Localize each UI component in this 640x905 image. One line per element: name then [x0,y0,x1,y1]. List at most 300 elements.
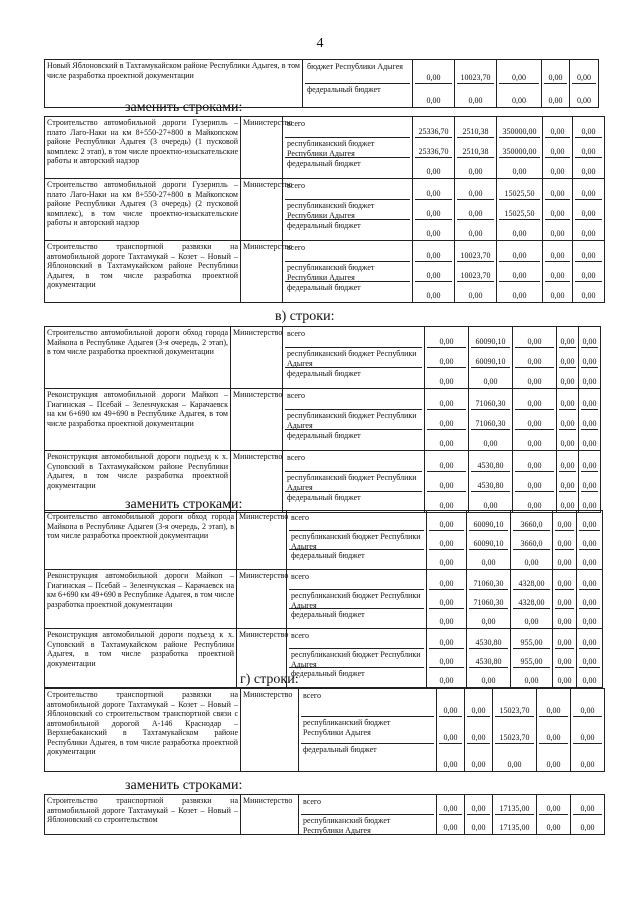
amount-value: 0,00 [457,200,494,220]
table-row [45,570,603,629]
amount-value: 0,00 [573,690,602,717]
amount-value: 0,00 [515,452,554,472]
amount-value: 0,00 [443,759,458,769]
year-values-cell [579,327,601,389]
funding-source: бюджет Республики Адыгея [305,61,410,84]
amount-value: 0,00 [582,675,597,685]
year-values-cell [511,511,553,570]
amount-value: 15025,50 [499,180,540,200]
year-values-cell [577,570,603,629]
object-name-cell: Реконструкция автомобильной дороги подъезд к х. Суповский в Тахтамукайском районе Республики Адыгея, в том числе разработка проектной документации [45,629,237,688]
funding-source-cell [287,570,427,629]
amount-value: 0,00 [426,228,441,238]
amount-value: 0,00 [427,390,466,410]
amount-value: 0,00 [557,616,572,626]
year-values-cell [573,179,605,241]
year-values-cell [425,327,469,389]
amount-value: 0,00 [515,328,554,348]
object-name-cell: Реконструкция автомобильной дороги подъезд к х. Суповский в Тахтамукайском районе Республики Адыгея, в том числе разработка проектной документации [45,451,231,513]
amount-value: 4530,80 [469,649,508,668]
amount-value: 0,00 [545,242,570,262]
executor-cell: Министерство [241,795,299,835]
year-values-cell [413,179,455,241]
funding-source-cell [283,451,425,513]
amount-value: 15023,70 [495,690,534,717]
year-values-cell [511,570,553,629]
year-values-cell [543,179,573,241]
amount-value: 0,00 [555,571,574,590]
amount-value: 60090,10 [471,328,510,348]
year-values-cell [469,451,513,513]
amount-value: 0,00 [499,61,539,84]
year-values-cell [455,241,497,303]
amount-value: 0,00 [426,95,441,105]
funding-source: республиканский бюджет Республики Адыгея [285,200,410,220]
year-values-cell [571,689,605,772]
amount-value: 0,00 [581,472,598,492]
table-row [45,689,605,772]
amount-value: 0,00 [555,649,574,668]
amount-value: 0,00 [415,61,452,84]
amount-value: 955,00 [513,649,550,668]
year-values-cell [455,179,497,241]
year-values-cell [413,117,455,179]
amount-value: 0,00 [550,290,565,300]
amount-value: 0,00 [575,118,602,138]
amount-value: 4530,80 [471,472,510,492]
funding-source: всего [285,328,422,348]
amount-value: 0,00 [429,571,464,590]
amount-value: 0,00 [427,452,466,472]
funding-source: всего [289,512,424,531]
amount-value: 0,00 [512,290,527,300]
object-name-cell: Реконструкция автомобильной дороги Майкоп – Гиагинская – Псебай – Зеленчукская – Карачаевск на км 6+690 км 49+690 в Республике Адыгея, в том числе разработка проектной документации [45,389,231,451]
amount-value: 0,00 [545,180,570,200]
funding-source-cell [283,179,413,241]
year-values-cell [557,327,579,389]
funding-source: республиканский бюджет Республики Адыгея [285,138,410,158]
funding-source: республиканский бюджет Республики Адыгея [289,590,424,609]
table-row [45,60,599,108]
table-s2 [44,326,601,513]
table-row [45,117,605,179]
amount-value: 0,00 [581,290,596,300]
amount-value: 0,00 [559,410,576,430]
funding-source-cell [283,389,425,451]
year-values-cell [557,451,579,513]
funding-source: федеральный бюджет [307,85,381,94]
year-values-cell [513,327,557,389]
table-row [45,451,601,513]
year-values-cell [427,570,467,629]
amount-value: 0,00 [577,95,591,105]
amount-value: 0,00 [539,690,568,717]
amount-value: 0,00 [427,348,466,368]
amount-value: 0,00 [439,616,454,626]
funding-source: республиканский бюджет Республики Адыгея [289,531,424,550]
funding-source: республиканский бюджет Республики Адыгея [285,410,422,430]
year-values-cell [577,511,603,570]
year-values-cell [537,689,571,772]
table-row [45,327,601,389]
amount-value: 0,00 [426,166,441,176]
funding-source: федеральный бюджет [291,610,365,619]
amount-value: 0,00 [579,571,600,590]
object-name-cell: Строительство автомобильной дороги обход города Майкопа в Республике Адыгея (3-я очередь, 2 этап), в том числе разработка проектной документации [45,511,237,570]
amount-value: 0,00 [468,95,483,105]
amount-value: 0,00 [539,717,568,744]
amount-value: 0,00 [582,376,597,386]
table-s0 [44,59,599,108]
amount-value: 0,00 [443,822,458,832]
year-values-cell [455,60,497,108]
amount-value: 60090,10 [471,348,510,368]
amount-value: 0,00 [481,675,496,685]
amount-value: 0,00 [559,472,576,492]
funding-source: федеральный бюджет [303,745,377,754]
amount-value: 0,00 [560,500,575,510]
year-values-cell [553,570,577,629]
funding-source-cell [299,795,437,835]
object-name-cell: Строительство транспортной развязки на автомобильной дороге Тахтамукай – Козет – Новый – Яблоновский со строительством транспортной связи с автомобильной дорогой А-146 Краснодар – Верхнебаканский в Тахтамукайском районе Республики Адыгея, в том числе разработка проектной документации [45,689,241,772]
amount-value: 2510,38 [457,138,494,158]
year-values-cell [427,511,467,570]
amount-value: 0,00 [539,796,568,815]
amount-value: 0,00 [427,472,466,492]
amount-value: 0,00 [467,717,490,744]
amount-value: 0,00 [580,822,595,832]
funding-source: республиканский бюджет Республики Адыгея [303,816,391,835]
amount-value: 0,00 [429,649,464,668]
amount-value: 17135,00 [499,822,530,832]
amount-value: 0,00 [555,531,574,550]
amount-value: 0,00 [429,531,464,550]
amount-value: 10023,70 [457,61,494,84]
table-s3 [44,510,603,688]
amount-value: 0,00 [545,118,570,138]
year-values-cell [537,795,571,835]
funding-source: всего [289,571,424,590]
amount-value: 0,00 [545,262,570,282]
amount-value: 0,00 [429,630,464,649]
amount-value: 0,00 [573,717,602,744]
amount-value: 0,00 [439,500,454,510]
amount-value: 0,00 [572,61,596,84]
amount-value: 0,00 [468,290,483,300]
funding-source: республиканский бюджет Республики Адыгея [285,472,422,492]
amount-value: 0,00 [581,328,598,348]
amount-value: 0,00 [483,438,498,448]
amount-value: 0,00 [560,376,575,386]
year-values-cell [437,689,465,772]
amount-value: 0,00 [560,438,575,448]
year-values-cell [579,389,601,451]
amount-value: 0,00 [439,376,454,386]
funding-source: федеральный бюджет [287,283,361,292]
funding-source: всего [285,452,422,472]
amount-value: 0,00 [471,822,486,832]
amount-value: 0,00 [579,590,600,609]
funding-source: всего [285,242,410,262]
amount-value: 0,00 [557,557,572,567]
object-name-cell: Новый Яблоновский в Тахтамукайском районе Республики Адыгея, в том числе разработка проектной документации [45,60,303,108]
amount-value: 0,00 [468,166,483,176]
amount-value: 3660,0 [513,531,550,550]
amount-value: 0,00 [575,180,602,200]
year-values-cell [557,389,579,451]
amount-value: 3660,0 [513,512,550,531]
amount-value: 0,00 [439,557,454,567]
funding-source: федеральный бюджет [287,221,361,230]
year-values-cell [543,241,573,303]
executor-cell: Министерство [231,451,283,513]
funding-source-cell [283,117,413,179]
amount-value: 0,00 [546,822,561,832]
amount-value: 0,00 [527,500,542,510]
page-number: 4 [316,36,324,51]
funding-source: федеральный бюджет [287,369,361,378]
table-row [45,241,605,303]
year-values-cell [493,689,537,772]
amount-value: 71060,30 [469,571,508,590]
funding-source-cell [287,511,427,570]
year-values-cell [455,117,497,179]
amount-value: 0,00 [415,180,452,200]
object-name-cell: Строительство автомобильной дороги Гузерипль – плато Лаго-Наки на км 8+550-27+800 в Майкопском районе Республики Адыгея (3 очередь) (1 пусковой комплекс 2 этап), в том числе проектно-изыскательские работы и авторский надзор [45,117,241,179]
table-s5 [44,794,605,835]
year-values-cell [467,570,511,629]
funding-source: всего [285,390,422,410]
year-values-cell [570,60,599,108]
amount-value: 0,00 [557,675,572,685]
amount-value: 0,00 [581,410,598,430]
year-values-cell [577,629,603,688]
amount-value: 0,00 [512,228,527,238]
amount-value: 0,00 [429,512,464,531]
amount-value: 15025,50 [499,200,540,220]
amount-value: 0,00 [499,242,540,262]
amount-value: 0,00 [581,348,598,368]
year-values-cell [543,117,573,179]
amount-value: 0,00 [527,438,542,448]
executor-cell: Министерство [237,570,287,629]
table-s4 [44,688,605,772]
amount-value: 0,00 [579,649,600,668]
amount-value: 0,00 [582,616,597,626]
amount-value: 4530,80 [469,630,508,649]
amount-value: 60090,10 [469,512,508,531]
object-name-cell: Реконструкция автомобильной дороги Майкоп – Гиагинская – Псебай – Зеленчукская – Карачаевск на км 6+690 км 49+690 в Республике Адыгея, в том числе разработка проектной документации [45,570,237,629]
year-values-cell [413,241,455,303]
amount-value: 0,00 [439,438,454,448]
amount-value: 0,00 [573,796,602,815]
year-values-cell [427,629,467,688]
year-values-cell [497,117,543,179]
amount-value: 0,00 [545,200,570,220]
amount-value: 71060,30 [469,590,508,609]
year-values-cell [467,629,511,688]
amount-value: 0,00 [426,290,441,300]
amount-value: 0,00 [581,228,596,238]
amount-value: 25336,70 [415,118,452,138]
executor-cell: Министерство [231,327,283,389]
amount-value: 0,00 [427,410,466,430]
funding-source: республиканский бюджет Республики Адыгея [301,717,434,744]
object-name-cell: Строительство транспортной развязки на автомобильной дороге Тахтамукай – Козет – Новый – Яблоновский в Тахтамукайском районе Республики Адыгея, в том числе разработка проектной документации [45,241,241,303]
amount-value: 0,00 [468,228,483,238]
year-values-cell [573,117,605,179]
year-values-cell [465,795,493,835]
amount-value: 0,00 [515,390,554,410]
object-name-cell: Строительство транспортной развязки на автомобильной дороге Тахтамукай – Козет – Новый – Яблоновский со строительством [45,795,241,835]
funding-source-cell [303,60,413,108]
amount-value: 71060,30 [471,410,510,430]
amount-value: 0,00 [415,242,452,262]
year-values-cell [579,451,601,513]
year-values-cell [469,389,513,451]
heading-replace-1: заменить строками: [125,100,243,115]
funding-source: всего [285,180,410,200]
amount-value: 0,00 [515,472,554,492]
heading-replace-3: заменить строками: [125,778,243,793]
table-s1 [44,116,605,303]
year-values-cell [513,451,557,513]
amount-value: 350000,00 [499,118,540,138]
funding-source: республиканский бюджет Республики Адыгея [289,649,424,668]
object-name-cell: Строительство автомобильной дороги Гузерипль – плато Лаго-Наки на км 8+550-27+800 в Майкопском районе Республики Адыгея (3 очередь) (2 пусковой комплекс), в том числе проектно-изыскательские работы и авторский надзор [45,179,241,241]
table-row [45,795,605,835]
amount-value: 0,00 [550,166,565,176]
year-values-cell [493,795,537,835]
amount-value: 0,00 [483,376,498,386]
year-values-cell [465,689,493,772]
amount-value: 0,00 [581,390,598,410]
year-values-cell [413,60,455,108]
table-row [45,511,603,570]
funding-source: республиканский бюджет Республики Адыгея [285,262,410,282]
amount-value: 0,00 [582,557,597,567]
amount-value: 4328,00 [513,571,550,590]
year-values-cell [513,389,557,451]
amount-value: 0,00 [467,690,490,717]
heading-section-g: г) строки: [240,672,299,687]
amount-value: 71060,30 [471,390,510,410]
amount-value: 0,00 [415,262,452,282]
funding-source: федеральный бюджет [291,669,365,678]
amount-value: 0,00 [580,759,595,769]
amount-value: 0,00 [457,180,494,200]
amount-value: 0,00 [546,759,561,769]
year-values-cell [573,241,605,303]
funding-source: федеральный бюджет [287,493,361,502]
amount-value: 0,00 [467,796,490,815]
executor-cell: Министерство [237,629,287,688]
year-values-cell [571,795,605,835]
executor-cell: Министерство [241,179,283,241]
amount-value: 0,00 [550,228,565,238]
amount-value: 0,00 [555,630,574,649]
amount-value: 0,00 [559,452,576,472]
year-values-cell [553,629,577,688]
executor-cell: Министерство [237,511,287,570]
amount-value: 0,00 [527,376,542,386]
funding-source: федеральный бюджет [287,159,361,168]
amount-value: 4530,80 [471,452,510,472]
funding-source: федеральный бюджет [291,551,365,560]
amount-value: 0,00 [512,95,526,105]
year-values-cell [425,451,469,513]
executor-cell: Министерство [231,389,283,451]
amount-value: 15023,70 [495,717,534,744]
year-values-cell [497,241,543,303]
amount-value: 0,00 [548,95,563,105]
amount-value: 0,00 [524,616,539,626]
amount-value: 0,00 [481,557,496,567]
executor-cell: Министерство [241,689,299,772]
amount-value: 0,00 [524,557,539,567]
year-values-cell [437,795,465,835]
executor-cell: Министерство [241,241,283,303]
amount-value: 0,00 [582,438,597,448]
year-values-cell [511,629,553,688]
amount-value: 0,00 [544,61,567,84]
funding-source: всего [301,796,434,815]
amount-value: 0,00 [483,500,498,510]
amount-value: 0,00 [429,590,464,609]
amount-value: 0,00 [579,512,600,531]
amount-value: 0,00 [499,262,540,282]
amount-value: 0,00 [545,138,570,158]
table-row [45,629,603,688]
funding-source: федеральный бюджет [287,431,361,440]
heading-replace-2: заменить строками: [125,497,243,512]
amount-value: 0,00 [579,531,600,550]
executor-cell: Министерство [241,117,283,179]
amount-value: 0,00 [559,390,576,410]
table-row [45,389,601,451]
amount-value: 0,00 [575,200,602,220]
amount-value: 0,00 [559,348,576,368]
funding-source-cell [299,689,437,772]
amount-value: 0,00 [515,410,554,430]
amount-value: 10023,70 [457,262,494,282]
heading-section-v: в) строки: [275,309,335,324]
amount-value: 0,00 [439,717,462,744]
amount-value: 0,00 [581,452,598,472]
funding-source: всего [285,118,410,138]
year-values-cell [497,179,543,241]
funding-source-cell [283,241,413,303]
amount-value: 0,00 [427,328,466,348]
amount-value: 0,00 [512,166,527,176]
year-values-cell [542,60,570,108]
year-values-cell [497,60,542,108]
amount-value: 0,00 [575,138,602,158]
amount-value: 0,00 [575,262,602,282]
funding-source: республиканский бюджет Республики Адыгея [285,348,422,368]
amount-value: 0,00 [481,616,496,626]
amount-value: 955,00 [513,630,550,649]
amount-value: 0,00 [575,242,602,262]
amount-value: 0,00 [515,348,554,368]
funding-source: всего [289,630,424,649]
amount-value: 60090,10 [469,531,508,550]
amount-value: 350000,00 [499,138,540,158]
amount-value: 0,00 [507,759,522,769]
amount-value: 0,00 [471,759,486,769]
amount-value: 0,00 [582,500,597,510]
amount-value: 25336,70 [415,138,452,158]
